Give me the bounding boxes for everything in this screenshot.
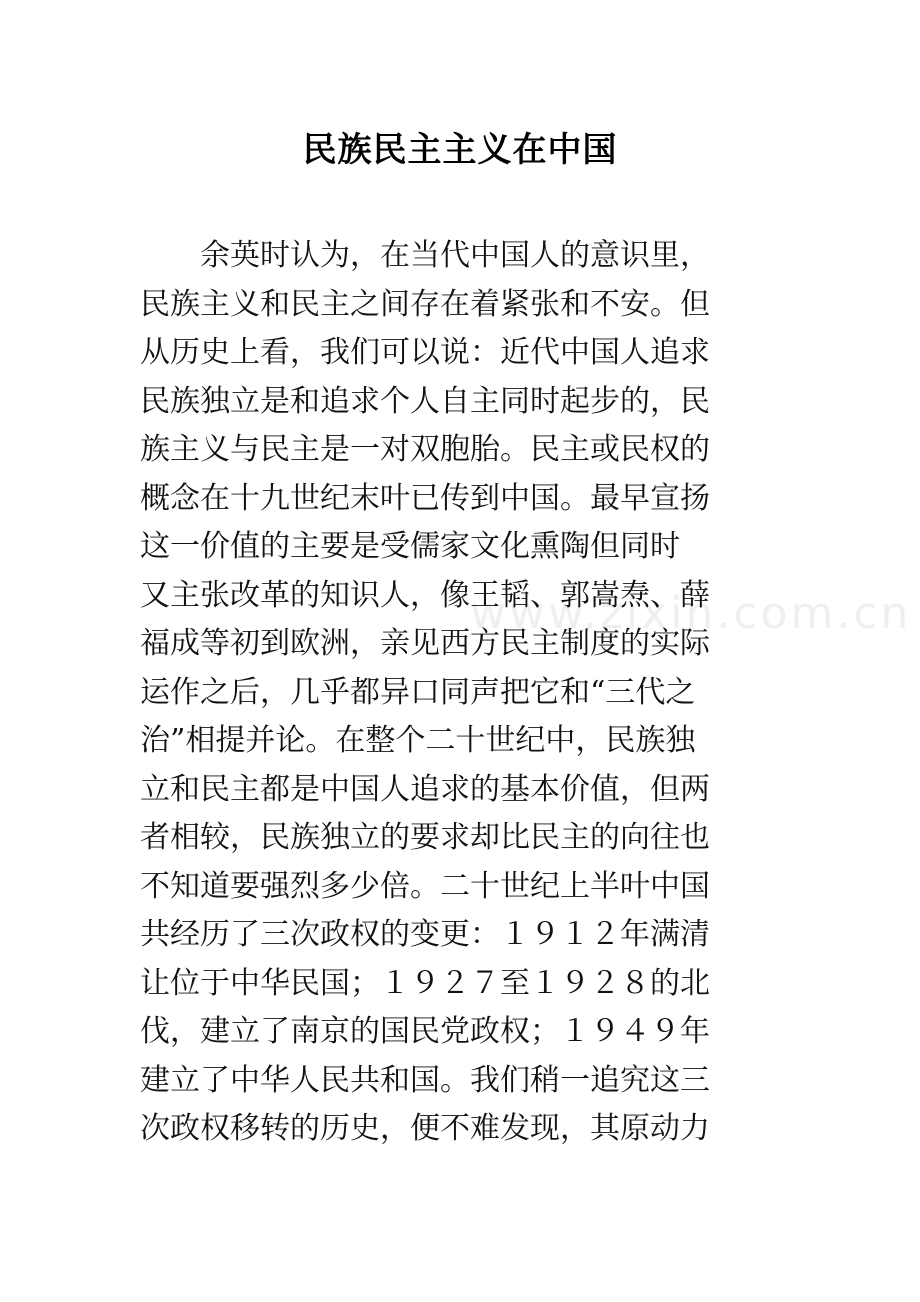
body-line: 福成等初到欧洲，亲见西方民主制度的实际	[140, 626, 710, 661]
body-line: 治”相提并论。在整个二十世纪中，民族独	[140, 723, 696, 758]
body-line: 民族主义和民主之间存在着紧张和不安。但	[140, 286, 710, 322]
body-line: 民族独立是和追求个人自主同时起步的，民	[140, 383, 710, 419]
body-line: 概念在十九世纪末叶已传到中国。最早宣扬	[140, 480, 710, 516]
body-line: 这一价值的主要是受儒家文化熏陶但同时	[140, 529, 680, 564]
body-line: 者相较，民族独立的要求却比民主的向往也	[140, 820, 710, 855]
document-body	[140, 232, 790, 1154]
body-line: 伐，建立了南京的国民党政权；１９４９年	[140, 1014, 710, 1049]
body-line: 让位于中华民国；１９２７至１９２８的北	[140, 965, 710, 1001]
body-line: 族主义与民主是一对双胞胎。民主或民权的	[140, 432, 710, 467]
body-line: 立和民主都是中国人追求的基本价值，但两	[140, 771, 710, 807]
document-title: 民族民主主义在中国	[302, 130, 618, 170]
body-line: 从历史上看，我们可以说：近代中国人追求	[140, 335, 710, 370]
body-line: 共经历了三次政权的变更：１９１２年满清	[140, 917, 710, 952]
body-line: 建立了中华人民共和国。我们稍一追究这三	[140, 1062, 710, 1098]
body-line: 又主张改革的知识人，像王韬、郭嵩焘、薛	[140, 577, 710, 613]
watermark: www.zixin.com.cn	[470, 588, 912, 639]
body-line: 运作之后，几乎都异口同声把它和“三代之	[140, 674, 696, 710]
body-line: 不知道要强烈多少倍。二十世纪上半叶中国	[140, 868, 710, 904]
body-line: 次政权移转的历史，便不难发现，其原动力	[140, 1111, 710, 1146]
body-line: 余英时认为，在当代中国人的意识里，	[140, 238, 710, 273]
